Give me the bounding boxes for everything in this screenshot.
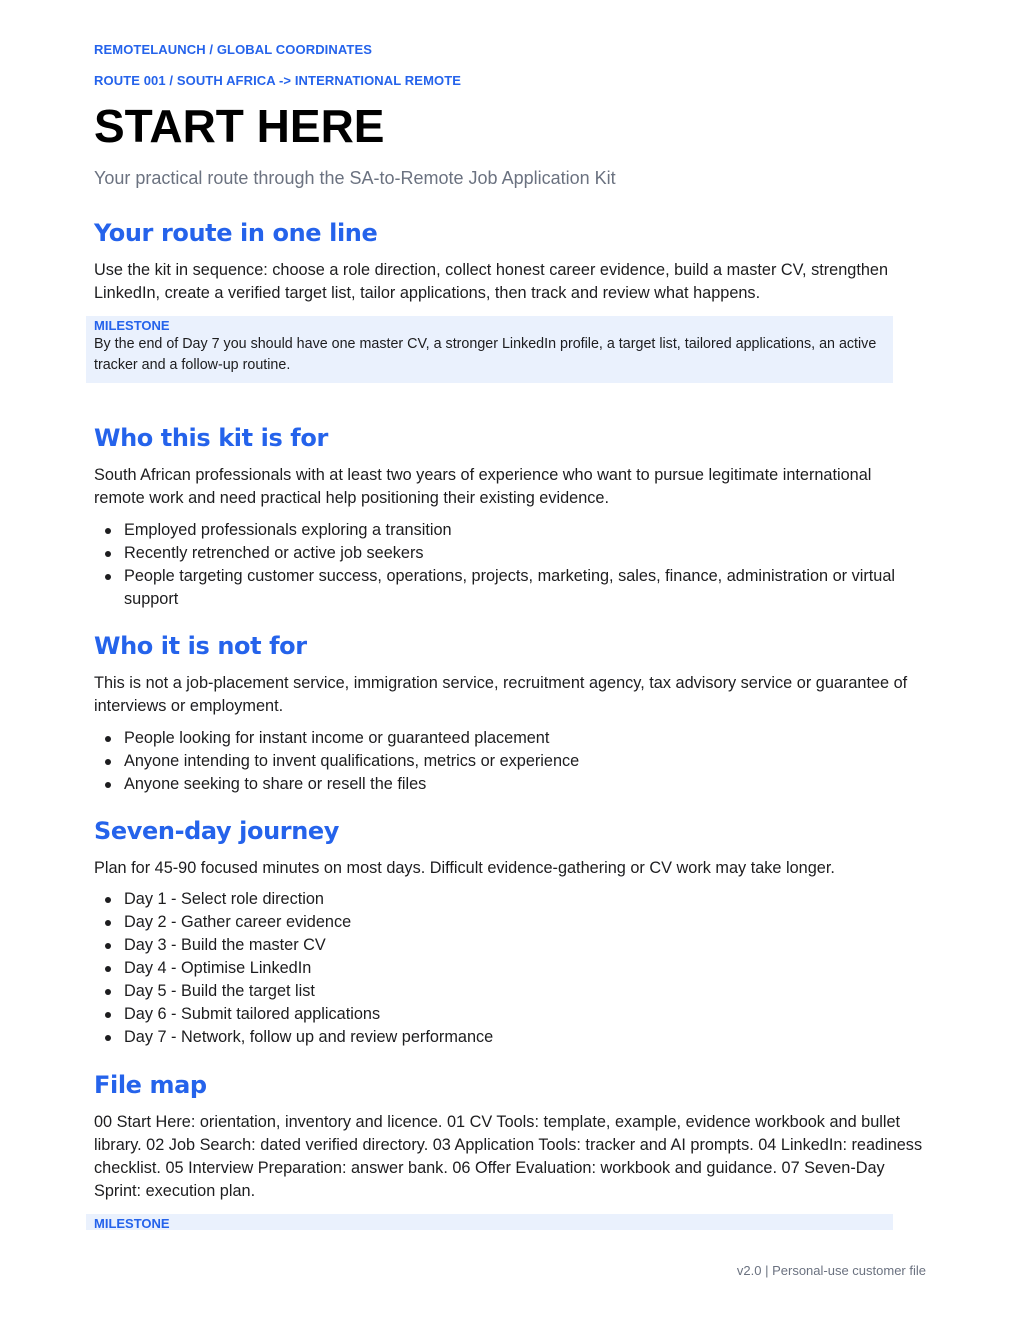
heading-route: Your route in one line xyxy=(94,219,378,247)
list-item: Day 2 - Gather career evidence xyxy=(94,911,924,934)
heading-file-map: File map xyxy=(94,1071,207,1099)
page-subtitle: Your practical route through the SA-to-Remote Job Application Kit xyxy=(94,168,616,188)
list-item: Day 6 - Submit tailored applications xyxy=(94,1003,924,1026)
list-item: Employed professionals exploring a transition xyxy=(94,519,924,542)
bullet-icon xyxy=(105,528,111,534)
bullet-icon xyxy=(105,736,111,742)
heading-journey: Seven-day journey xyxy=(94,817,340,845)
milestone-label: MILESTONE xyxy=(94,318,170,333)
heading-not-for: Who it is not for xyxy=(94,632,307,660)
who-for-text: South African professionals with at least two years of experience who want to pursue legitimate international remote work and need practical help positioning their existing evidence. xyxy=(94,466,872,507)
page-title: START HERE xyxy=(94,100,385,152)
file-map-text: 00 Start Here: orientation, inventory and licence. 01 CV Tools: template, example, evidence workbook and bullet library. 02 Job Search: dated verified directory. 03 Application Tools: tracker and AI prompts. 04 LinkedIn: readiness checklist. 05 Interview Preparation: answer bank. 06 Offer Evaluation: workbook and guidance. 07 Seven-Day Sprint: execution plan. xyxy=(94,1113,923,1200)
journey-text: Plan for 45-90 focused minutes on most days. Difficult evidence-gathering or CV work may take longer. xyxy=(94,859,835,877)
bullet-icon xyxy=(105,1012,111,1018)
bullet-icon xyxy=(105,574,111,580)
not-for-text: This is not a job-placement service, immigration service, recruitment agency, tax advisory service or guarantee of interviews or employment. xyxy=(94,674,908,715)
list-item: Day 3 - Build the master CV xyxy=(94,934,924,957)
list-item: Day 1 - Select role direction xyxy=(94,888,924,911)
bullet-icon xyxy=(105,966,111,972)
bullet-icon xyxy=(105,551,111,557)
bullet-icon xyxy=(105,782,111,788)
list-item: Day 5 - Build the target list xyxy=(94,980,924,1003)
bullet-icon xyxy=(105,989,111,995)
not-for-list xyxy=(94,727,924,796)
list-item: Anyone seeking to share or resell the files xyxy=(94,773,924,796)
bullet-icon xyxy=(105,759,111,765)
journey-list xyxy=(94,888,924,1049)
bullet-icon xyxy=(105,943,111,949)
list-item: Day 7 - Network, follow up and review performance xyxy=(94,1026,924,1049)
milestone-label: MILESTONE xyxy=(94,1216,170,1231)
route-text: Use the kit in sequence: choose a role direction, collect honest career evidence, build a master CV, strengthen LinkedIn, create a verified target list, tailor applications, then track and review what happens. xyxy=(94,261,889,302)
heading-who-for: Who this kit is for xyxy=(94,424,328,452)
milestone-box xyxy=(86,1214,893,1230)
milestone-box xyxy=(86,316,893,383)
list-item: People targeting customer success, operations, projects, marketing, sales, finance, administration or virtual support xyxy=(94,565,924,611)
bullet-icon xyxy=(105,920,111,926)
bullet-icon xyxy=(105,897,111,903)
who-for-list xyxy=(94,519,924,611)
list-item: Anyone intending to invent qualifications, metrics or experience xyxy=(94,750,924,773)
bullet-icon xyxy=(105,1035,111,1041)
breadcrumb: REMOTELAUNCH / GLOBAL COORDINATES xyxy=(94,42,372,57)
list-item: Recently retrenched or active job seekers xyxy=(94,542,924,565)
milestone-text: By the end of Day 7 you should have one master CV, a stronger LinkedIn profile, a target list, tailored applications, an active tracker and a follow-up routine. xyxy=(94,336,877,373)
list-item: Day 4 - Optimise LinkedIn xyxy=(94,957,924,980)
route-label: ROUTE 001 / SOUTH AFRICA -> INTERNATIONAL REMOTE xyxy=(94,73,462,88)
list-item: People looking for instant income or guaranteed placement xyxy=(94,727,924,750)
footer-version: v2.0 | Personal-use customer file xyxy=(736,1263,926,1278)
